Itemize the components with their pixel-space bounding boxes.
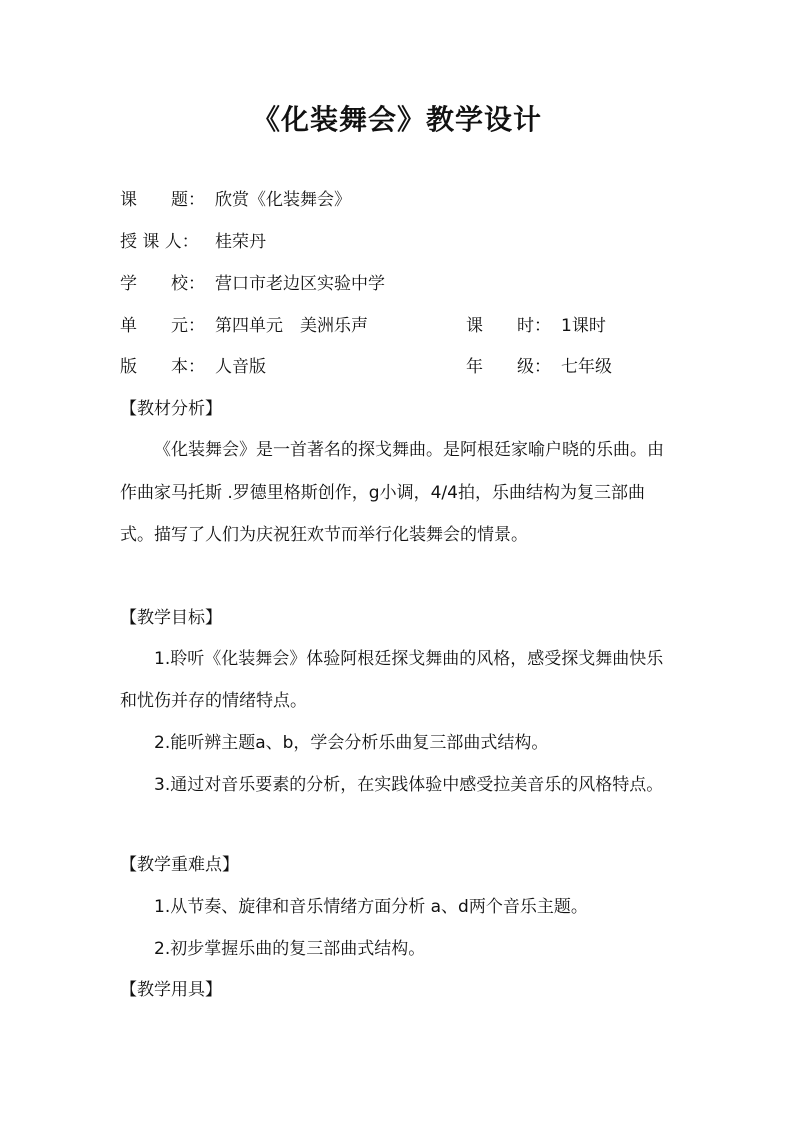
school-label: 学 校： — [120, 274, 205, 294]
edition-value: 人音版 — [215, 357, 266, 377]
info-edition — [120, 355, 612, 379]
grade-label: 年 级： — [466, 357, 551, 377]
info-unit — [120, 314, 606, 338]
topic-value: 欣赏《化装舞会》 — [215, 190, 351, 210]
edition-label: 版 本： — [120, 357, 205, 377]
unit-value: 第四单元 美洲乐声 — [215, 316, 368, 336]
tools-heading: 【教学用具】 — [120, 980, 222, 1000]
goals-heading: 【教学目标】 — [120, 608, 222, 628]
goal-item: 1.聆听《化装舞会》体验阿根廷探戈舞曲的风格，感受探戈舞曲快乐和忧伤并存的情绪特点。 — [120, 649, 664, 711]
page-title: 《化装舞会》教学设计 — [251, 103, 542, 136]
goal-item: 2.能听辨主题a、b，学会分析乐曲复三部曲式结构。 — [154, 733, 549, 753]
teacher-value: 桂荣丹 — [215, 232, 266, 252]
keypoint-item: 1.从节奏、旋律和音乐情绪方面分析 a、d两个音乐主题。 — [154, 897, 588, 917]
school-value: 营口市老边区实验中学 — [215, 274, 385, 294]
info-school — [120, 272, 385, 296]
grade-value: 七年级 — [561, 357, 612, 377]
info-teacher — [120, 230, 266, 254]
keypoint-item: 2.初步掌握乐曲的复三部曲式结构。 — [154, 939, 426, 959]
info-topic — [120, 188, 351, 212]
keypoints-heading: 【教学重难点】 — [120, 855, 239, 875]
analysis-text: 《化装舞会》是一首著名的探戈舞曲。是阿根廷家喻户晓的乐曲。由作曲家马托斯 .罗德里格斯创作，g小调，4/4拍，乐曲结构为复三部曲式。描写了人们为庆祝狂欢节而举行化装舞会的情景。 — [120, 440, 664, 545]
unit-label: 单 元： — [120, 316, 205, 336]
teacher-label: 授 课 人： — [120, 232, 199, 252]
info-grade — [466, 355, 612, 379]
info-period — [466, 314, 606, 338]
goal-item: 3.通过对音乐要素的分析，在实践体验中感受拉美音乐的风格特点。 — [154, 775, 664, 795]
topic-label: 课 题： — [120, 190, 205, 210]
period-value: 1课时 — [561, 316, 606, 336]
analysis-heading: 【教材分析】 — [120, 399, 222, 419]
period-label: 课 时： — [466, 316, 551, 336]
